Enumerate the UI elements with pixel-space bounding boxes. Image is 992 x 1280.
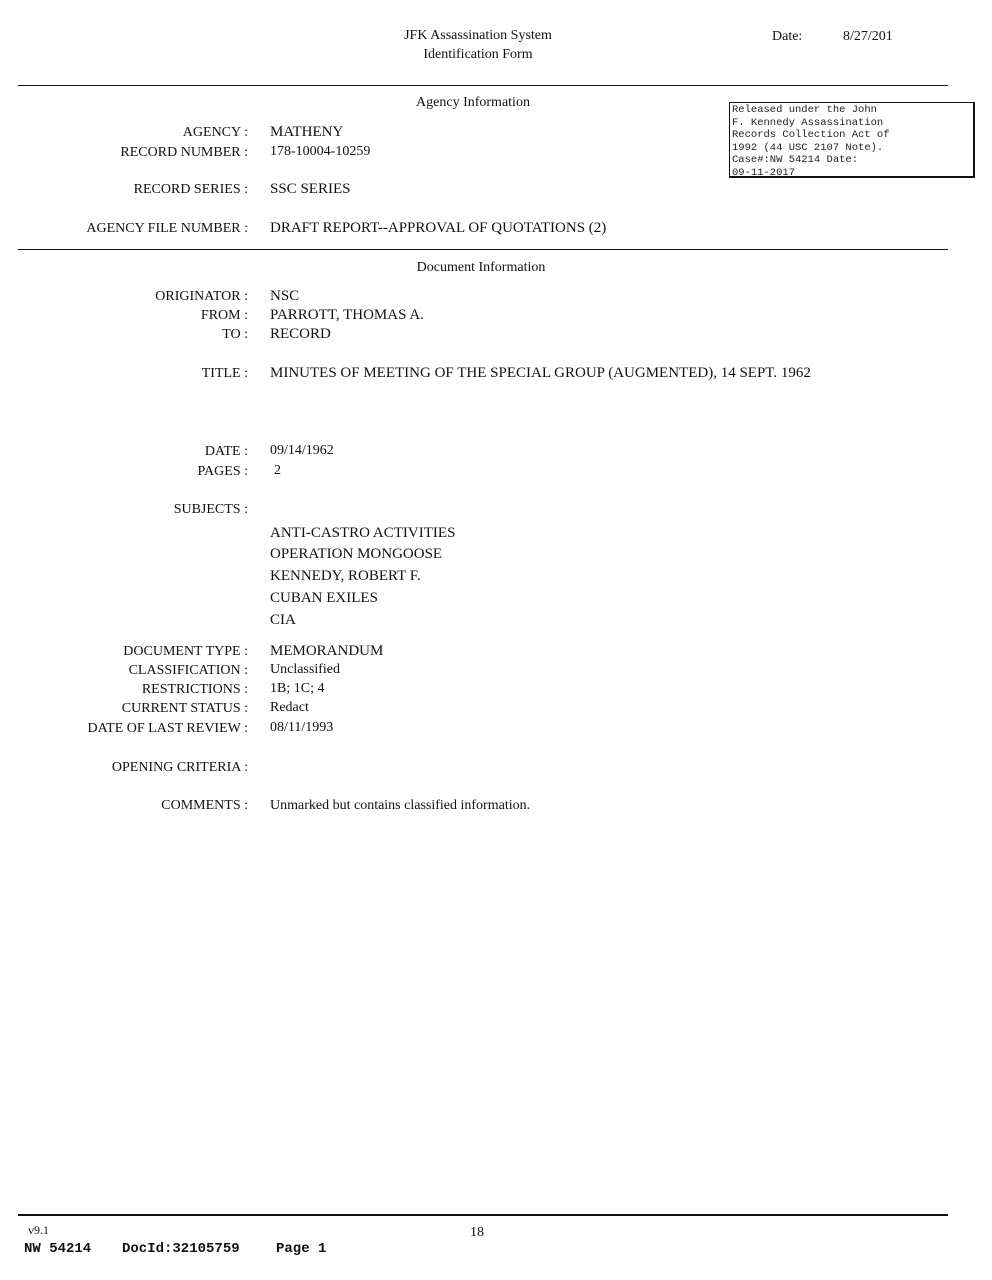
date-label: Date: (772, 29, 803, 44)
classification-value: Unclassified (270, 662, 340, 677)
subject-item: KENNEDY, ROBERT F. (270, 568, 421, 584)
form-title: Identification Form (423, 47, 533, 62)
originator-label: ORIGINATOR : (155, 289, 248, 304)
to-value: RECORD (270, 326, 331, 342)
title-label: TITLE : (201, 366, 248, 381)
record-number-value: 178-10004-10259 (270, 144, 371, 159)
stamp-line: F. Kennedy Assassination (732, 116, 884, 129)
from-label: FROM : (200, 308, 248, 323)
pages-label: PAGES : (197, 464, 248, 479)
stamp-line: 09-11-2017 (732, 166, 796, 178)
restrictions-value: 1B; 1C; 4 (270, 681, 325, 696)
originator-value: NSC (270, 288, 300, 304)
date-value: 8/27/201 (843, 29, 893, 44)
system-title: JFK Assassination System (404, 28, 552, 43)
header-divider (18, 85, 948, 86)
record-number-label: RECORD NUMBER : (120, 145, 248, 160)
document-section-title: Document Information (416, 260, 546, 275)
document-type-label: DOCUMENT TYPE : (123, 644, 248, 659)
stamp-line: Records Collection Act of (732, 129, 890, 142)
agency-value: MATHENY (270, 124, 344, 140)
subject-item: OPERATION MONGOOSE (270, 546, 443, 562)
footer-divider (18, 1214, 948, 1216)
restrictions-label: RESTRICTIONS : (141, 682, 248, 697)
doc-id: DocId:32105759 (122, 1241, 240, 1257)
record-series-label: RECORD SERIES : (133, 182, 248, 197)
page-label: Page 1 (276, 1241, 327, 1257)
agency-file-number-value: DRAFT REPORT--APPROVAL OF QUOTATIONS (2) (270, 220, 607, 236)
subjects-label: SUBJECTS : (173, 502, 248, 517)
date-field-value: 09/14/1962 (270, 443, 334, 458)
comments-value: Unmarked but contains classified information. (270, 798, 531, 813)
last-review-value: 08/11/1993 (270, 720, 334, 735)
document-type-value: MEMORANDUM (270, 643, 384, 659)
subject-item: CIA (270, 612, 296, 628)
opening-criteria-label: OPENING CRITERIA : (111, 760, 248, 775)
subject-item: CUBAN EXILES (270, 590, 378, 606)
classification-label: CLASSIFICATION : (128, 663, 248, 678)
release-stamp (729, 102, 975, 178)
date-field-label: DATE : (204, 444, 248, 459)
subject-item: ANTI-CASTRO ACTIVITIES (270, 525, 456, 541)
pages-value: 2 (274, 463, 281, 478)
record-series-value: SSC SERIES (270, 181, 351, 197)
agency-file-number-label: AGENCY FILE NUMBER : (86, 221, 248, 236)
section-divider (18, 249, 948, 250)
to-label: TO : (222, 327, 248, 342)
page-number: 18 (470, 1225, 484, 1240)
agency-label: AGENCY : (182, 125, 248, 140)
title-value: MINUTES OF MEETING OF THE SPECIAL GROUP (AUGMENTED), 14 SEPT. 1962 (270, 365, 811, 381)
current-status-value: Redact (270, 700, 309, 715)
nw-id: NW 54214 (24, 1241, 92, 1257)
stamp-line: Case#:NW 54214 Date: (732, 154, 859, 167)
from-value: PARROTT, THOMAS A. (270, 307, 424, 323)
current-status-label: CURRENT STATUS : (121, 701, 248, 716)
stamp-line: 1992 (44 USC 2107 Note). (732, 141, 884, 154)
comments-label: COMMENTS : (161, 798, 248, 813)
version-label: v9.1 (28, 1223, 49, 1237)
stamp-line: Released under the John (732, 104, 877, 116)
last-review-label: DATE OF LAST REVIEW : (87, 721, 248, 736)
agency-section-title: Agency Information (416, 95, 530, 110)
